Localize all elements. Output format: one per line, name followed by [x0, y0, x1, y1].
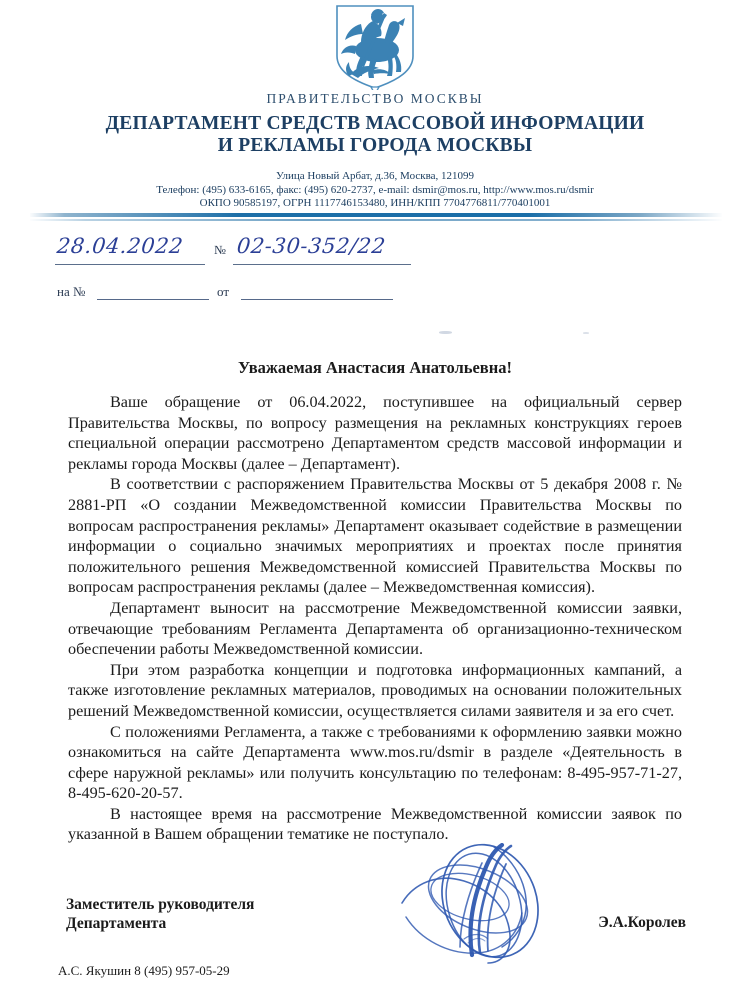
registration-number: 02-30-352/22 — [235, 234, 387, 258]
header-divider-thick — [30, 213, 722, 217]
letter-paragraph: Ваше обращение от 06.04.2022, поступившее на официальный сервер Правительства Москвы, по вопросу размещения на рекламных конструкциях героев специальной операции рассмотрено Департаментом средств массовой информации и рекламы города Москвы (далее – Департамент). — [68, 393, 682, 473]
executor-contact: А.С. Якушин 8 (495) 957-05-29 — [58, 963, 230, 978]
government-title: ПРАВИТЕЛЬСТВО МОСКВЫ — [266, 91, 484, 106]
registration-date: 28.04.2022 — [55, 234, 185, 258]
scan-artifact — [439, 331, 452, 334]
signer-position-line-1: Заместитель руководителя — [66, 896, 255, 913]
emblem-container — [0, 0, 750, 90]
registry-codes-line: ОКПО 90585197, ОГРН 1117746153480, ИНН/КПП 7704776811/770401001 — [199, 197, 551, 210]
registration-row-incoming — [55, 282, 475, 308]
letter-paragraph: С положениями Регламента, а также с требованиями к оформлению заявки можно ознакомиться на сайте Департамента www.mos.ru/dsmir в разделе «Деятельность в сфере наружной рекламы» или получить консультацию по телефонам: 8-495-957-71-27, 8-495-620-20-57. — [68, 722, 682, 803]
department-title-line-1: ДЕПАРТАМЕНТ СРЕДСТВ МАССОВОЙ ИНФОРМАЦИИ — [105, 113, 645, 134]
phone-email-line: Телефон: (495) 633-6165, факс: (495) 620-2737, e-mail: dsmir@mos.ru, http://www.mos.ru/dsmir — [156, 183, 594, 196]
address-line: Улица Новый Арбат, д.36, Москва, 121099 — [275, 170, 474, 182]
registration-row-outgoing — [55, 234, 475, 270]
department-title — [0, 113, 750, 157]
signer-position-line-2: Департамента — [66, 915, 167, 932]
letter-body — [68, 392, 682, 845]
contact-block — [0, 170, 750, 211]
incoming-number-label: на № — [57, 284, 86, 299]
numero-symbol: № — [214, 243, 226, 257]
registration-number-underline — [233, 264, 411, 265]
header-divider-thin — [30, 219, 722, 221]
letter-paragraph: В соответствии с распоряжением Правительства Москвы от 5 декабря 2008 г. № 2881-РП «О создании Межведомственной комиссии Правительства Москвы по вопросам распространения рекламы» Департамент оказывает содействие в размещении информации о социально значимых мероприятиях и проектах после принятия положительного решения Межведомственной комиссией Правительства Москвы по вопросам распространения рекламы (далее – Межведомственная комиссия). — [68, 475, 682, 597]
incoming-date-underline — [241, 299, 393, 300]
moscow-coat-of-arms-icon — [327, 4, 423, 90]
registration-date-underline — [55, 264, 205, 265]
scan-artifact — [583, 332, 589, 334]
signer-name: Э.А.Королев — [598, 914, 686, 931]
letter-paragraph: При этом разработка концепции и подготовка информационных кампаний, а также изготовление рекламных материалов, проводимых на основании положительных решений Межведомственной комиссии, осуществляется силами заявителя и за его счет. — [68, 660, 682, 720]
registration-block — [55, 234, 475, 308]
letter-paragraph: В настоящее время на рассмотрение Межведомственной комиссии заявок по указанной в Вашем обращении тематике не поступало. — [68, 804, 682, 844]
signer-position — [66, 895, 254, 933]
letterhead — [0, 0, 750, 211]
letter-paragraph: Департамент выносит на рассмотрение Межведомственной комиссии заявки, отвечающие требованиям Регламента Департамента об организационно-техническом обеспечении работы Межведомственной комиссии. — [68, 598, 682, 659]
incoming-date-label: от — [217, 284, 230, 299]
incoming-number-underline — [97, 299, 209, 300]
handwritten-signature — [398, 843, 588, 968]
salutation: Уважаемая Анастасия Анатольевна! — [238, 358, 512, 377]
department-title-line-2: И РЕКЛАМЫ ГОРОДА МОСКВЫ — [217, 135, 533, 156]
